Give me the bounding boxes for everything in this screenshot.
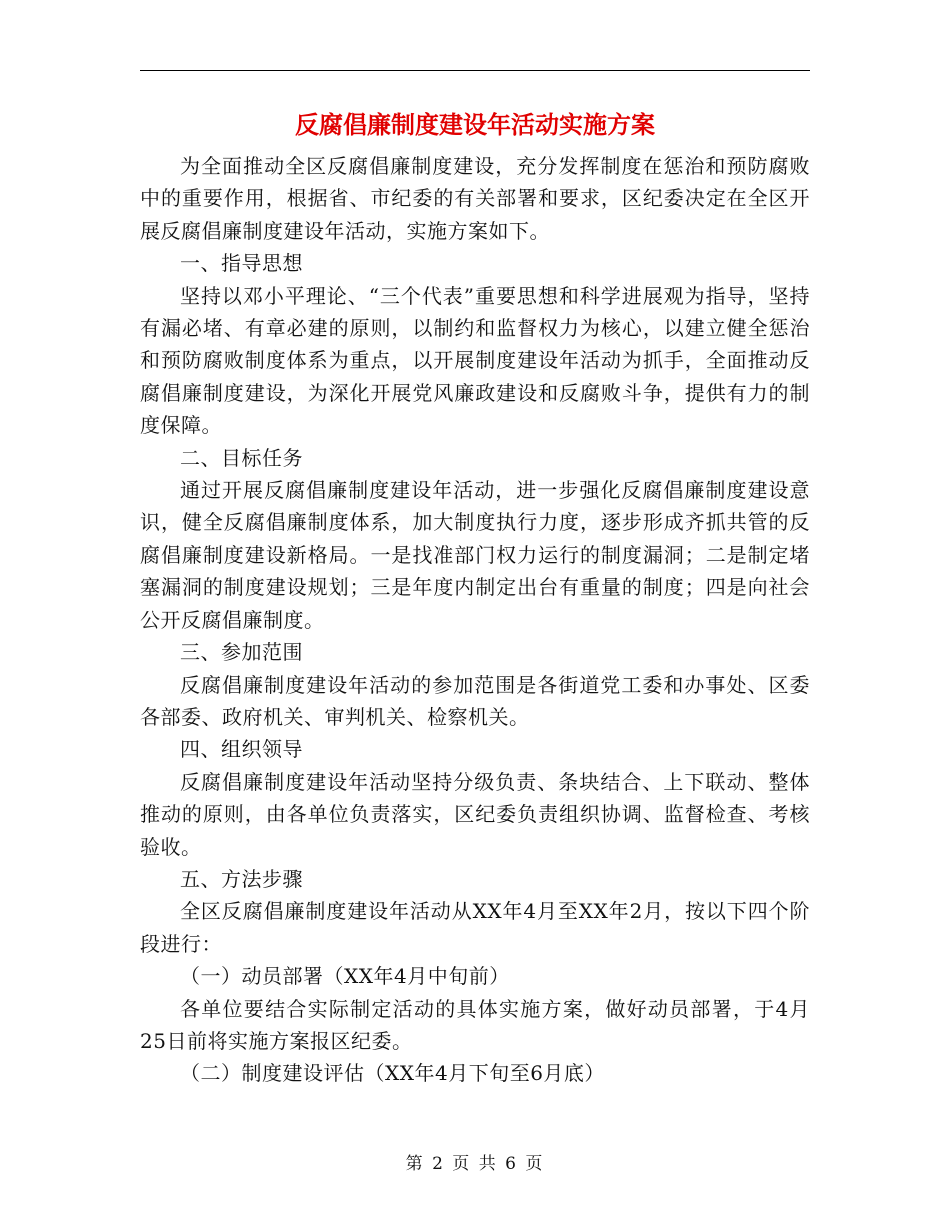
subsection-heading-mobilization: （一）动员部署（XX年4月中旬前）	[180, 964, 510, 989]
paragraph-mobilization: 各单位要结合实际制定活动的具体实施方案，做好动员部署，于4月25日前将实施方案报区纪委。	[140, 996, 810, 1053]
subsection-heading-evaluation: （二）制度建设评估（XX年4月下旬至6月底）	[180, 1061, 605, 1086]
page-number: 第 2 页 共 6 页	[405, 1154, 545, 1174]
document-title: 反腐倡廉制度建设年活动实施方案	[295, 110, 655, 139]
header-rule	[140, 70, 810, 71]
paragraph-intro: 为全面推动全区反腐倡廉制度建设，充分发挥制度在惩治和预防腐败中的重要作用，根据省、市纪委的有关部署和要求，区纪委决定在全区开展反腐倡廉制度建设年活动，实施方案如下。	[140, 154, 810, 243]
section-heading-goals-tasks: 二、目标任务	[180, 445, 303, 470]
paragraph-scope: 反腐倡廉制度建设年活动的参加范围是各街道党工委和办事处、区委各部委、政府机关、审判机关、检察机关。	[140, 672, 810, 729]
paragraph-guiding-ideology: 坚持以邓小平理论、“三个代表”重要思想和科学进展观为指导，坚持有漏必堵、有章必建的原则，以制约和监督权力为核心，以建立健全惩治和预防腐败制度体系为重点，以开展制度建设年活动为抓手，全面推动反腐倡廉制度建设，为深化开展党风廉政建设和反腐败斗争，提供有力的制度保障。	[140, 283, 810, 438]
document-body	[140, 150, 810, 1090]
section-heading-guiding-ideology: 一、指导思想	[180, 251, 303, 276]
section-heading-leadership: 四、组织领导	[180, 737, 303, 762]
section-heading-steps: 五、方法步骤	[180, 866, 303, 891]
paragraph-leadership: 反腐倡廉制度建设年活动坚持分级负责、条块结合、上下联动、整体推动的原则，由各单位负责落实，区纪委负责组织协调、监督检查、考核验收。	[140, 769, 810, 859]
section-heading-scope: 三、参加范围	[180, 640, 303, 665]
paragraph-steps: 全区反腐倡廉制度建设年活动从XX年4月至XX年2月，按以下四个阶段进行：	[140, 899, 810, 956]
paragraph-goals-tasks: 通过开展反腐倡廉制度建设年活动，进一步强化反腐倡廉制度建设意识，健全反腐倡廉制度体系，加大制度执行力度，逐步形成齐抓共管的反腐倡廉制度建设新格局。一是找准部门权力运行的制度漏洞；二是制定堵塞漏洞的制度建设规划；三是年度内制定出台有重量的制度；四是向社会公开反腐倡廉制度。	[140, 478, 810, 632]
